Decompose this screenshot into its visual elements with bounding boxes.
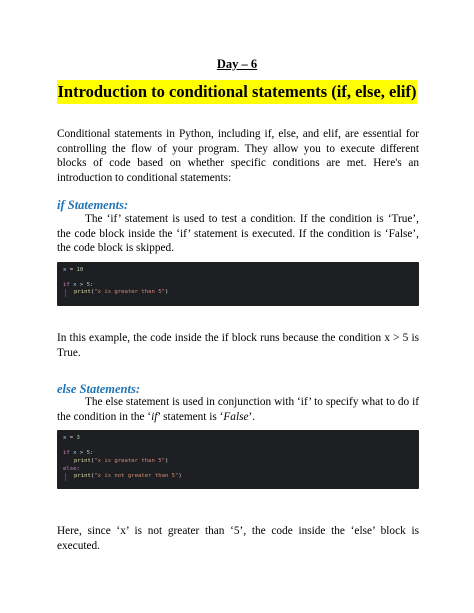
code-block-else [57, 430, 419, 489]
if-body: The ‘if’ statement is used to test a condition. If the condition is ‘True’, the code block inside the ‘if’ statement is executed. If the condition is ‘False’, the code block is skipped. [57, 213, 419, 255]
code-line: print("x is greater than 5") [74, 289, 169, 295]
else-body: The else statement is used in conjunction with ‘if’ to specify what to do if the condition in the ‘if’ statement is ‘False’. [57, 396, 419, 423]
code-line: if x > 5: [63, 282, 94, 288]
day-label: Day – 6 [216, 57, 258, 71]
code-line: x = 3 [63, 435, 80, 441]
else-heading: else Statements: [57, 382, 140, 396]
page-title: Introduction to conditional statements (if, else, elif) [57, 80, 417, 104]
code-line: print("x is not greater than 5") [74, 473, 182, 479]
code-line: if x > 5: [63, 450, 94, 456]
if-explanation: In this example, the code inside the if block runs because the condition x > 5 is True. [57, 332, 419, 359]
indent-guide [65, 289, 66, 297]
code-line: else: [63, 466, 80, 472]
indent-guide [65, 473, 66, 481]
code-line: print("x is greater than 5") [74, 458, 169, 464]
else-explanation: Here, since ‘x’ is not greater than ‘5’, the code inside the ‘else’ block is executed. [57, 525, 419, 552]
code-line: x = 10 [63, 267, 84, 273]
if-heading: if Statements: [57, 198, 129, 212]
intro-paragraph: Conditional statements in Python, including if, else, and elif, are essential for controlling the flow of your program. They allow you to execute different blocks of code based on whether specific conditions are met. Here's an introduction to conditional statements: [57, 128, 419, 184]
code-block-if [57, 262, 419, 306]
